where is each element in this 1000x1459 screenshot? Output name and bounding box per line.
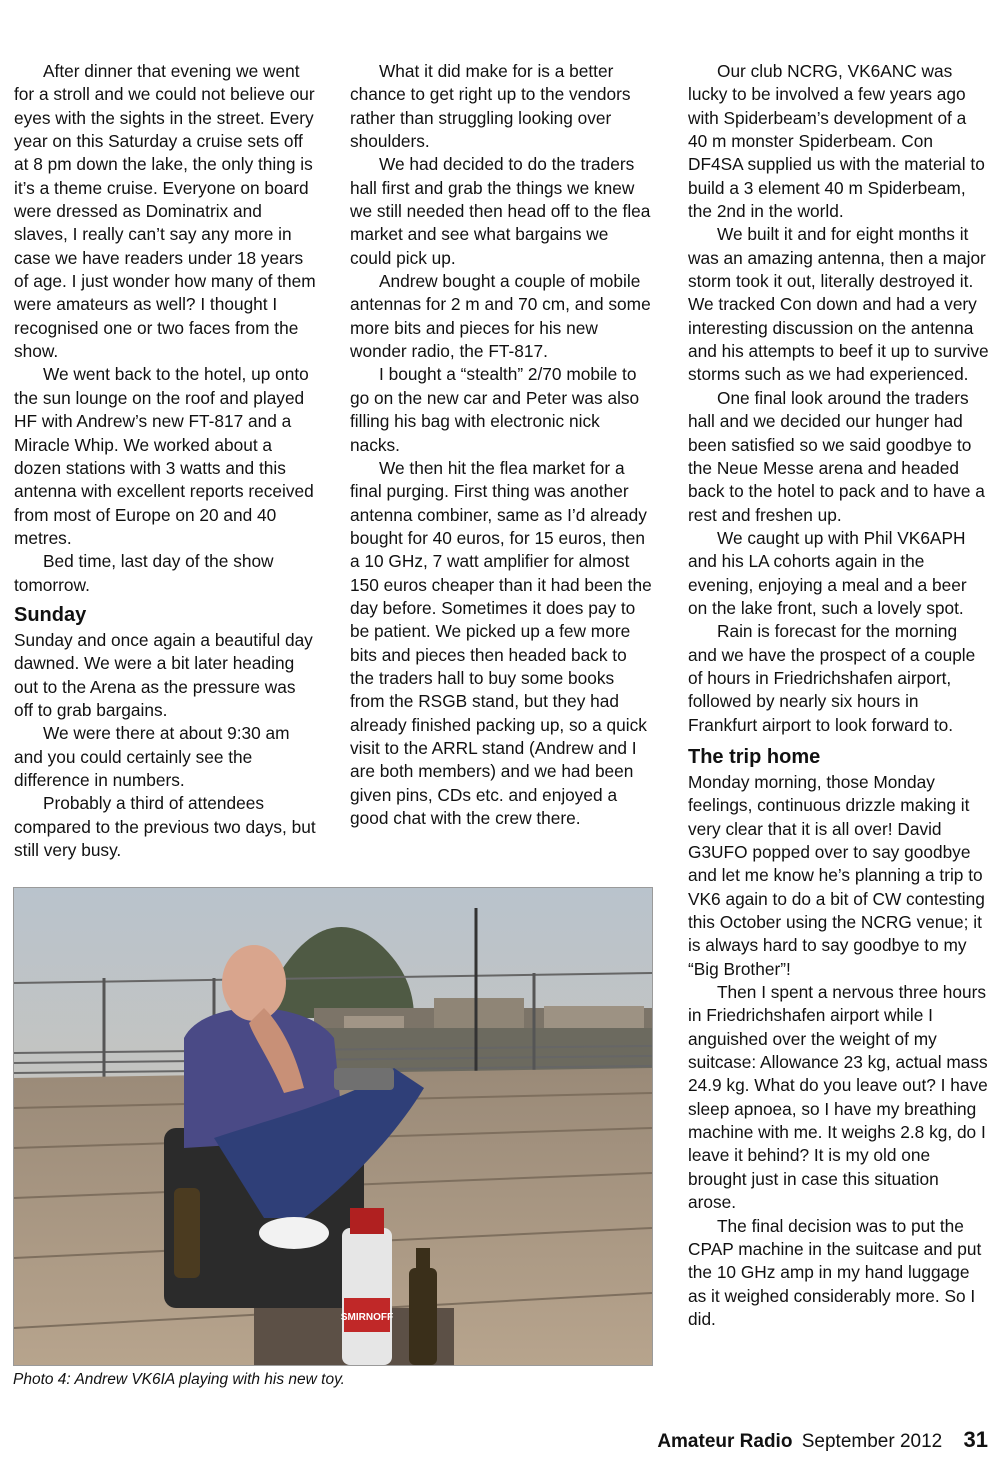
column-1 xyxy=(14,60,316,862)
column-3 xyxy=(688,60,990,1331)
paragraph: Then I spent a nervous three hours in Friedrichshafen airport while I anguished over the weight of my suitcase: Allowance 23 kg, actual mass 24.9 kg. What do you leave out? I have sleep apnoea, so I have my breathing machine with me. It weighs 2.8 kg, do I leave it behind? It is my old one brought just in case this situation arose. xyxy=(688,982,988,1213)
paragraph: Rain is forecast for the morning and we have the prospect of a couple of hours in Friedrichshafen airport, followed by nearly six hours in Frankfurt airport to look forward to. xyxy=(688,621,976,735)
column-2 xyxy=(350,60,652,830)
paragraph: What it did make for is a better chance to get right up to the vendors rather than struggling looking over shoulders. xyxy=(350,61,631,152)
section-heading-sunday: Sunday xyxy=(14,603,87,626)
photo-illustration xyxy=(14,888,652,1365)
paragraph: Probably a third of attendees compared to the previous two days, but still very busy. xyxy=(14,793,316,860)
photo-caption: Photo 4: Andrew VK6IA playing with his new toy. xyxy=(13,1371,345,1388)
paragraph: One final look around the traders hall and we decided our hunger had been satisfied so we said goodbye to the Neue Messe arena and headed back to the hotel to pack and to have a rest and freshen up. xyxy=(688,387,985,525)
paragraph: Our club NCRG, VK6ANC was lucky to be involved a few years ago with Spiderbeam’s development of a 40 m monster Spiderbeam. Con DF4SA supplied us with the material to build a 3 element 40 m Spiderbeam, the 2nd in the world. xyxy=(688,61,985,222)
photo-rooftop-operator xyxy=(13,887,653,1366)
paragraph: We built it and for eight months it was an amazing antenna, then a major storm took it out, literally destroyed it. We tracked Con down and had a very interesting discussion on the antenna and his attempts to beef it up to survive storms such as we had experienced. xyxy=(688,224,989,385)
issue-date: September 2012 xyxy=(801,1431,943,1452)
section-heading-trip-home: The trip home xyxy=(688,745,821,768)
paragraph: The final decision was to put the CPAP machine in the suitcase and put the 10 GHz amp in my hand luggage as it weighed considerably more. So I did. xyxy=(688,1215,982,1329)
bottle-label: SMIRNOFF xyxy=(340,1312,394,1323)
paragraph: We went back to the hotel, up onto the sun lounge on the roof and played HF with Andrew’s new FT-817 and a Miracle Whip. We worked about a dozen stations with 3 watts and this antenna with excellent reports received from most of Europe on 20 and 40 metres. xyxy=(14,364,314,548)
paragraph: We were there at about 9:30 am and you could certainly see the difference in numbers. xyxy=(14,723,290,790)
paragraph: We then hit the flea market for a final purging. First thing was another antenna combiner, same as I’d already bought for 40 euros, for 15 euros, then a 10 GHz, 7 watt amplifier for almost 150 euros cheaper than it had been the day before. Sometimes it does pay to be patient. We picked up a few more bits and pieces then headed back to the traders hall to buy some books from the RSGB stand, but they had already finished packing up, so a quick visit to the ARRL stand (Andrew and I are both members) and we had been given pins, CDs etc. and enjoyed a good chat with the crew there. xyxy=(350,457,652,828)
magazine-name: Amateur Radio xyxy=(657,1431,793,1452)
paragraph: Sunday and once again a beautiful day dawned. We were a bit later heading out to the Arena as the pressure was off to grab bargains. xyxy=(14,629,313,720)
paragraph: Monday morning, those Monday feelings, continuous drizzle making it very clear that it is all over! David G3UFO popped over to say goodbye and let me know he’s planning a trip to VK6 again to do a bit of CW contesting this October using the NCRG venue; it is always hard to say goodbye to my “Big Brother”! xyxy=(688,771,985,979)
paragraph: Andrew bought a couple of mobile antennas for 2 m and 70 cm, and some more bits and pieces for his new wonder radio, the FT-817. xyxy=(350,271,651,362)
paragraph: We caught up with Phil VK6APH and his LA cohorts again in the evening, enjoying a meal and a beer on the lake front, such a lovely spot. xyxy=(688,527,967,618)
page-footer xyxy=(657,1427,988,1455)
paragraph: We had decided to do the traders hall first and grab the things we knew we still needed then head off to the flea market and see what bargains we could pick up. xyxy=(350,154,651,268)
page-number: 31 xyxy=(963,1427,988,1452)
paragraph: I bought a “stealth” 2/70 mobile to go on the new car and Peter was also filling his bag with electronic nick nacks. xyxy=(350,364,640,455)
paragraph: Bed time, last day of the show tomorrow. xyxy=(14,551,274,595)
paragraph: After dinner that evening we went for a stroll and we could not believe our eyes with the sights in the street. Every year on this Saturday a cruise sets off at 8 pm down the lake, the only thing is it’s a theme cruise. Everyone on board were dressed as Dominatrix and slaves, I really can’t say any more in case we have readers under 18 years of age. I just wonder how many of them were amateurs as well? I thought I recognised one or two faces from the show. xyxy=(14,61,316,362)
